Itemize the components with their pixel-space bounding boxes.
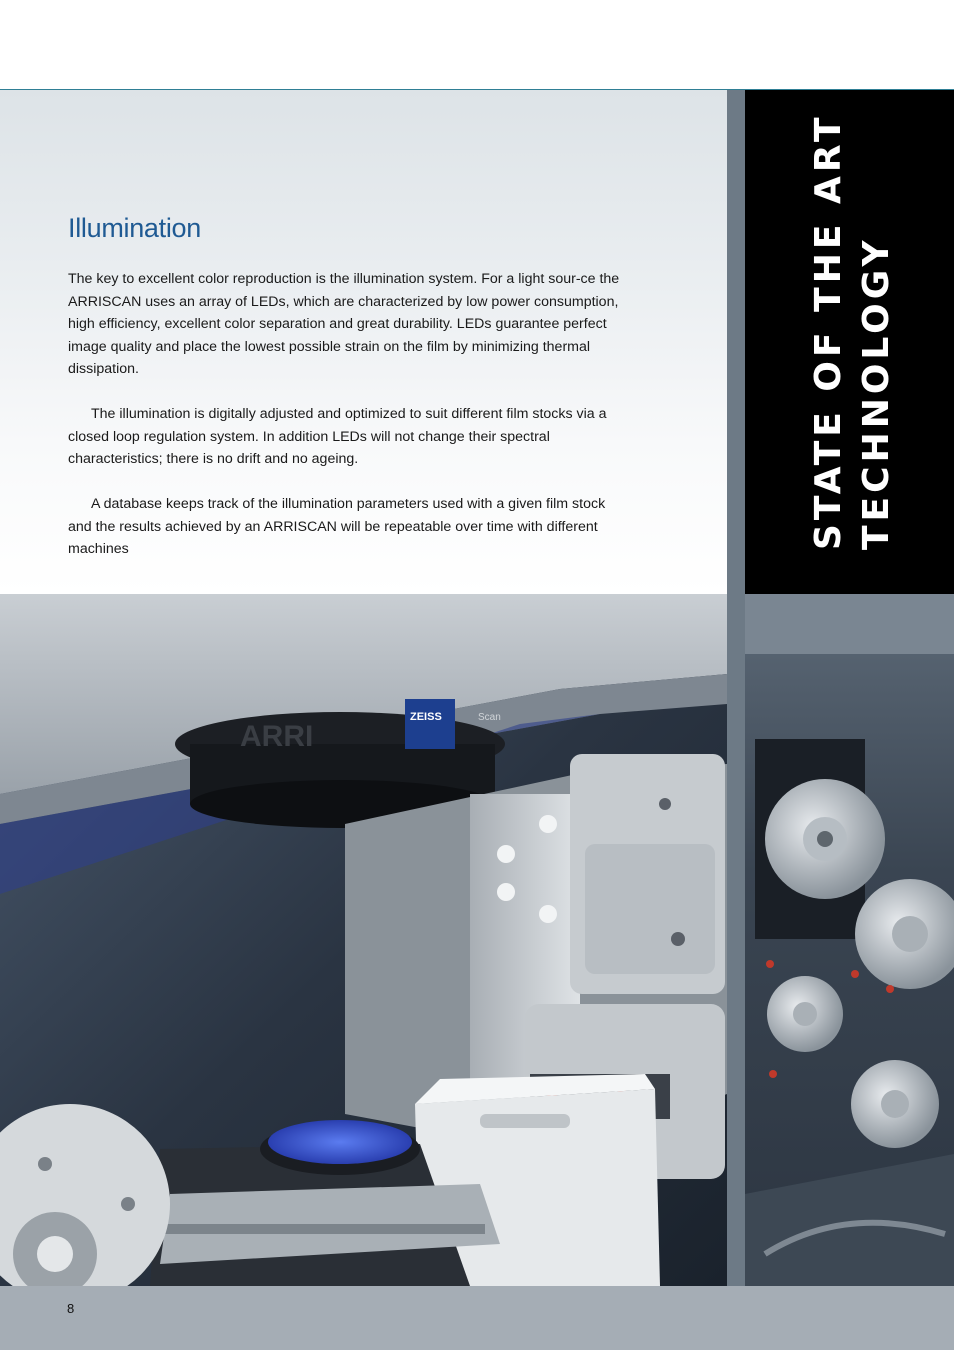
scanner-photo bbox=[0, 594, 727, 1286]
footer-band bbox=[0, 1286, 954, 1350]
side-title-line-1: STATE OF THE ART bbox=[808, 113, 849, 550]
top-margin bbox=[0, 0, 954, 89]
lens-text: Scan bbox=[478, 712, 501, 723]
scanner-photo-illustration bbox=[0, 594, 727, 1286]
paragraph-2: The illumination is digitally adjusted and optimized to suit different film stocks via a closed loop regulation system. In addition LEDs will not change their spectral characteristics; there is no drift and no ageing. bbox=[68, 406, 607, 467]
page-number: 8 bbox=[67, 1301, 75, 1316]
film-transport-illustration bbox=[745, 594, 954, 1286]
body-text bbox=[68, 268, 623, 583]
film-transport-photo bbox=[745, 594, 954, 1286]
side-strip bbox=[727, 90, 745, 1286]
section-heading: Illumination bbox=[68, 213, 201, 243]
side-title-line-2: TECHNOLOGY bbox=[856, 236, 897, 550]
arri-logo: ARRI bbox=[240, 720, 314, 753]
paragraph-1: The key to excellent color reproduction is the illumination system. For a light sour-ce the ARRISCAN uses an array of LEDs, which are characterized by low power consumption, high efficiency, excellent color separation and great durability. LEDs guarantee perfect image quality and place the lowest possible strain on the film by minimizing thermal dissipation. bbox=[68, 271, 620, 377]
zeiss-label: ZEISS bbox=[410, 711, 442, 723]
side-title bbox=[805, 114, 901, 551]
paragraph-3: A database keeps track of the illumination parameters used with a given film stock and the results achieved by an ARRISCAN will be repeatable over time with different machines bbox=[68, 496, 606, 557]
